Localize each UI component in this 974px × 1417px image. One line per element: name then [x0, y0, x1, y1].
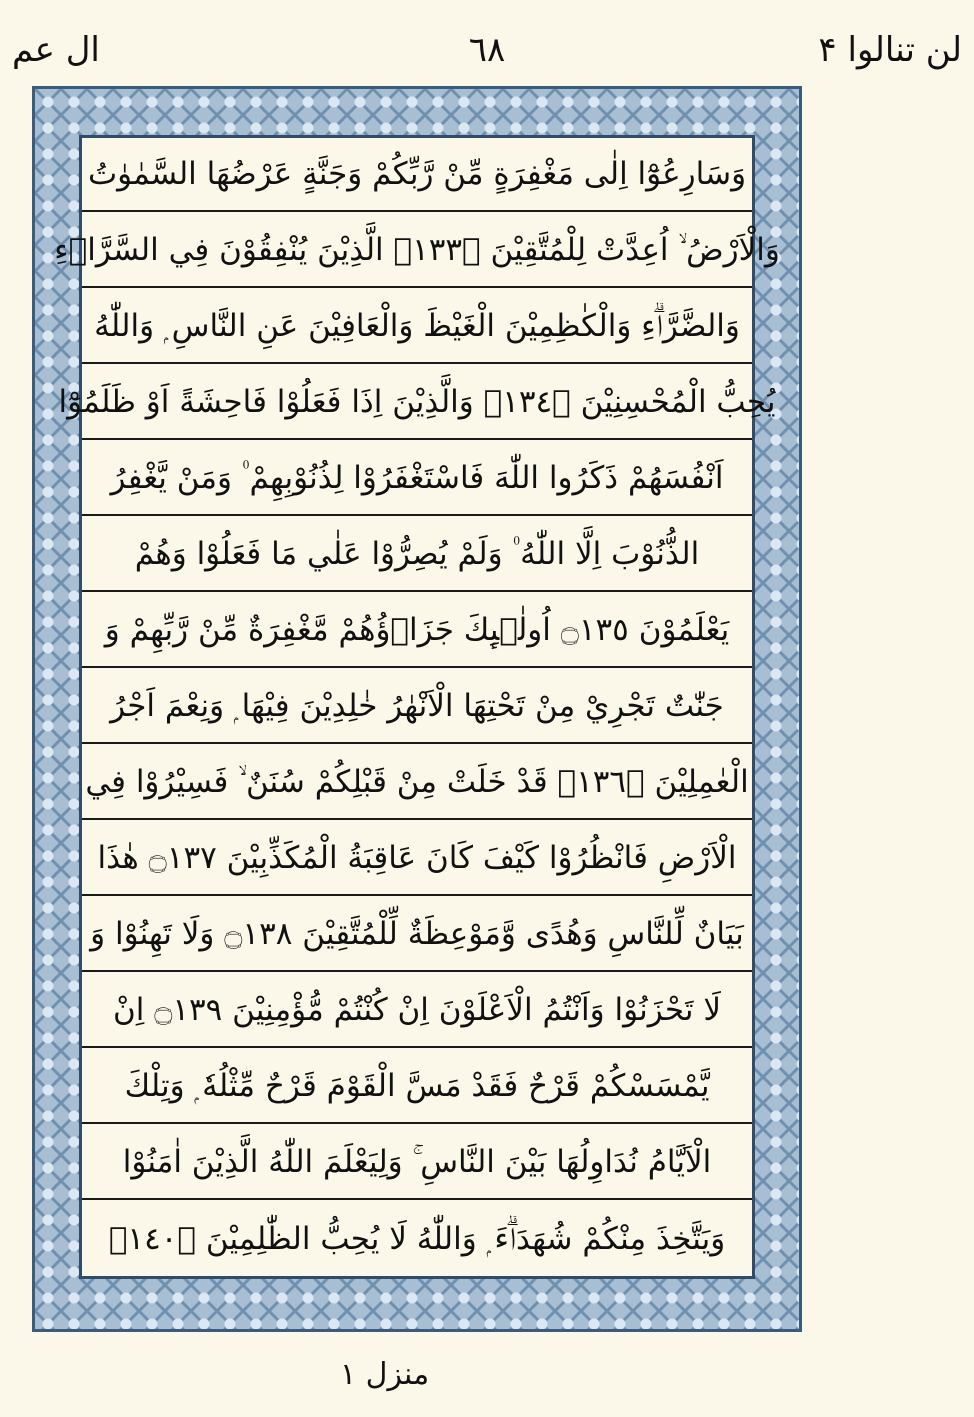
juz-name: لن تنالوا ۴ [818, 30, 962, 70]
verse-line: بَيَانٌ لِّلنَّاسِ وَھُدًى وَّمَوْعِظَةٌ لِّلْمُتَّقِيْنَ ۝١٣٨ وَلَا تَهِنُوْا وَ [82, 898, 752, 972]
verse-line: لَا تَحْزَنُوْا وَاَنْتُمُ الْاَعْلَوْنَ اِنْ كُنْتُمْ مُّؤْمِنِيْنَ ۝١٣٩ اِنْ [82, 974, 752, 1048]
verse-line: اَنْفُسَھُمْ ذَكَرُوا اللّٰهَ فَاسْتَغْفَرُوْا لِذُنُوْبِھِمْ ۠ وَمَنْ يَّغْفِرُ [82, 442, 752, 516]
verse-line: الْعٰمِلِيْنَ ۝١٣٦ۭ قَدْ خَلَتْ مِنْ قَبْلِكُمْ سُنَنٌ ۙ فَسِيْرُوْا فِي [82, 746, 752, 820]
verse-line: الْاَرْضِ فَانْظُرُوْا كَيْفَ كَانَ عَاقِبَةُ الْمُكَذِّبِيْنَ ۝١٣٧ ھٰذَا [82, 822, 752, 896]
ornamental-border [32, 86, 802, 1332]
verse-line: يُحِبُّ الْمُحْسِنِيْنَ ۝١٣٤ۚ وَالَّذِيْنَ اِذَا فَعَلُوْا فَاحِشَةً اَوْ ظَلَمُوْٓا [82, 366, 752, 440]
verse-line: وَالضَّرَّاۗءِ وَالْكٰظِمِيْنَ الْغَيْظَ وَالْعَافِيْنَ عَنِ النَّاسِ ۭ وَاللّٰهُ [82, 290, 752, 364]
verse-line: الْاَيَّامُ نُدَاوِلُھَا بَيْنَ النَّاسِ ۚ وَلِيَعْلَمَ اللّٰهُ الَّذِيْنَ اٰمَنُوْا [82, 1126, 752, 1200]
verse-line: وَسَارِعُوْٓا اِلٰى مَغْفِرَةٍ مِّنْ رَّبِّكُمْ وَجَنَّةٍ عَرْضُهَا السَّمٰوٰتُ [82, 138, 752, 212]
page-number: ٦٨ [468, 30, 506, 70]
page-footer [0, 1345, 974, 1415]
text-panel [54, 135, 780, 1279]
verse-line: يَّمْسَسْكُمْ قَرْحٌ فَقَدْ مَسَّ الْقَوْمَ قَرْحٌ مِّثْلُهٗ ۭ وَتِلْكَ [82, 1050, 752, 1124]
page-header [0, 0, 974, 80]
verse-line: وَالْاَرْضُ ۙ اُعِدَّتْ لِلْمُتَّقِيْنَ ۝١٣٣ۙ الَّذِيْنَ يُنْفِقُوْنَ فِي السَّرَّاۗءِ [82, 214, 752, 288]
manzil-label: منزل ۱ [340, 1357, 430, 1392]
verse-line: جَنّٰتٌ تَجْرِيْ مِنْ تَحْتِهَا الْاَنْهٰرُ خٰلِدِيْنَ فِيْھَا ۭ وَنِعْمَ اَجْرُ [82, 670, 752, 744]
verse-line: يَعْلَمُوْنَ ۝١٣٥ اُولٰۗىِٕكَ جَزَاۗؤُھُمْ مَّغْفِرَةٌ مِّنْ رَّبِّهِمْ وَ [82, 594, 752, 668]
verse-line: الذُّنُوْبَ اِلَّا اللّٰهُ ۠ وَلَمْ يُصِرُّوْا عَلٰي مَا فَعَلُوْا وَھُمْ [82, 518, 752, 592]
verse-line: وَيَتَّخِذَ مِنْكُمْ شُهَدَاۗءَ ۭ وَاللّٰهُ لَا يُحِبُّ الظّٰلِمِيْنَ ۝١٤٠ۙ [108, 1220, 726, 1257]
surah-name: ال عم [12, 30, 100, 70]
